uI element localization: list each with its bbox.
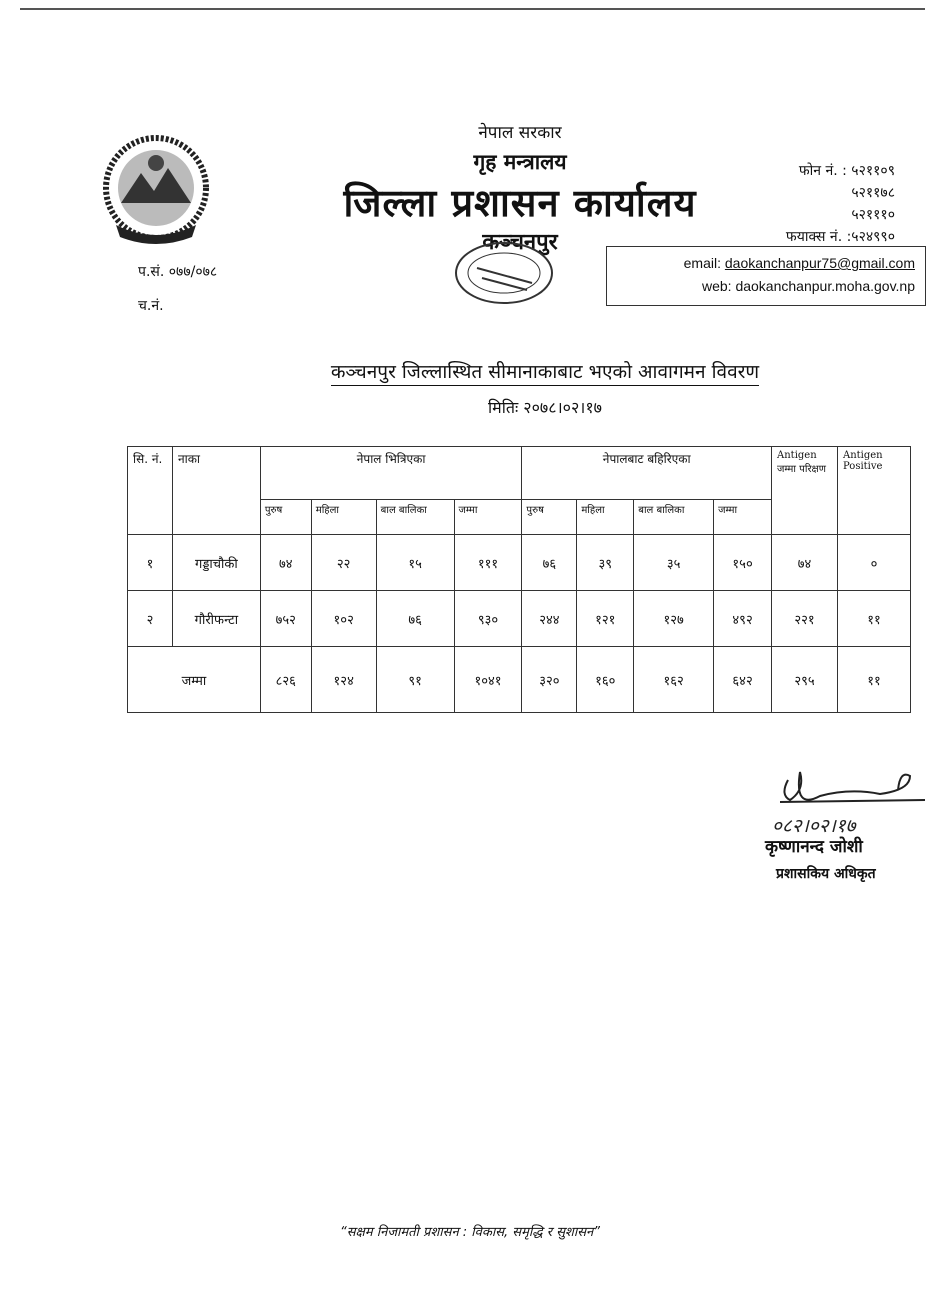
total-out-male: ३२० — [522, 647, 577, 713]
col-naka: नाका — [172, 447, 260, 535]
cell-in-child: १५ — [376, 535, 454, 591]
cell-out-female: ३९ — [577, 535, 634, 591]
sub-out-child: बाल बालिका — [634, 500, 714, 535]
web-label: web: — [701, 278, 732, 294]
dispatch-number: च.नं. — [138, 298, 164, 314]
sub-out-female: महिला — [577, 500, 634, 535]
total-antigen-positive: ११ — [837, 647, 910, 713]
col-sn: सि. नं. — [128, 447, 173, 535]
total-label: जम्मा — [128, 647, 261, 713]
total-out-total: ६४२ — [714, 647, 772, 713]
cell-out-male: ७६ — [522, 535, 577, 591]
cell-antigen-tested: २२१ — [772, 591, 838, 647]
government-heading: नेपाल सरकार — [478, 123, 562, 143]
col-entered: नेपाल भित्रिएका — [260, 447, 522, 500]
phone-2: ५२११७८ — [851, 185, 895, 201]
office-stamp-icon — [452, 238, 557, 308]
cell-in-total: ९३० — [454, 591, 522, 647]
cell-out-child: १२७ — [634, 591, 714, 647]
total-antigen-tested: २९५ — [772, 647, 838, 713]
document-title — [200, 358, 890, 384]
total-in-female: १२४ — [311, 647, 376, 713]
officer-title: प्रशासकिय अधिकृत — [776, 866, 876, 882]
sub-in-male: पुरुष — [260, 500, 311, 535]
cell-out-female: १२१ — [577, 591, 634, 647]
web-line — [702, 278, 915, 294]
col-exited: नेपालबाट बहिरिएका — [522, 447, 772, 500]
signature-date: ०८२।०२।१७ — [772, 815, 856, 837]
sub-in-total: जम्मा — [454, 500, 522, 535]
phone-3: ५२१११० — [851, 207, 895, 223]
sub-in-female: महिला — [311, 500, 376, 535]
row-naka: गौरीफन्टा — [172, 591, 260, 647]
total-in-child: ९१ — [376, 647, 454, 713]
total-out-child: १६२ — [634, 647, 714, 713]
cell-antigen-tested: ७४ — [772, 535, 838, 591]
cell-in-female: २२ — [311, 535, 376, 591]
district-heading: कञ्चनपुर — [482, 230, 558, 255]
cell-in-male: ७४ — [260, 535, 311, 591]
row-naka: गड्डाचौकी — [172, 535, 260, 591]
table-header-row — [128, 447, 911, 500]
col-antigen-positive: Antigen Positive — [837, 447, 910, 535]
table-total-row — [128, 647, 911, 713]
cell-in-child: ७६ — [376, 591, 454, 647]
cell-out-total: ४९२ — [714, 591, 772, 647]
table-row — [128, 591, 911, 647]
scan-top-line — [20, 8, 925, 10]
sub-in-child: बाल बालिका — [376, 500, 454, 535]
contact-numbers — [745, 160, 895, 248]
cell-out-child: ३५ — [634, 535, 714, 591]
movement-table — [127, 446, 911, 713]
table-row — [128, 535, 911, 591]
phone-line: फोन नं. : ५२११०९ — [798, 163, 895, 179]
nepal-emblem-icon — [96, 133, 216, 248]
ministry-heading: गृह मन्त्रालय — [473, 150, 567, 174]
signature-icon — [760, 760, 930, 840]
cell-in-total: १११ — [454, 535, 522, 591]
email-link[interactable]: daokanchanpur75@gmail.com — [724, 255, 915, 271]
reference-number: प.सं. ०७७/०७८ — [138, 264, 218, 280]
contact-box — [606, 246, 926, 306]
cell-antigen-positive: ११ — [837, 591, 910, 647]
total-in-total: १०४१ — [454, 647, 522, 713]
col-antigen-tested: Antigen जम्मा परिक्षण — [772, 447, 838, 535]
fax-line: फयाक्स नं. :५२४९९० — [785, 229, 895, 245]
sub-out-male: पुरुष — [522, 500, 577, 535]
document-title-text: कञ्चनपुर जिल्लास्थित सीमानाकाबाट भएको आवागमन विवरण — [331, 361, 759, 386]
cell-out-male: २४४ — [522, 591, 577, 647]
web-link[interactable]: daokanchanpur.moha.gov.np — [735, 278, 915, 294]
sub-out-total: जम्मा — [714, 500, 772, 535]
footer-motto: “सक्षम निजामती प्रशासन : विकास, समृद्धि र सुशासन” — [340, 1225, 600, 1240]
row-sn: २ — [128, 591, 173, 647]
cell-antigen-positive: ० — [837, 535, 910, 591]
officer-name: कृष्णानन्द जोशी — [765, 837, 863, 857]
email-line — [684, 255, 915, 271]
cell-in-male: ७५२ — [260, 591, 311, 647]
total-in-male: ८२६ — [260, 647, 311, 713]
row-sn: १ — [128, 535, 173, 591]
cell-in-female: १०२ — [311, 591, 376, 647]
total-out-female: १६० — [577, 647, 634, 713]
document-date: मितिः २०७८।०२।१७ — [488, 398, 602, 417]
office-heading: जिल्ला प्रशासन कार्यालय — [343, 180, 697, 225]
email-label: email: — [683, 255, 721, 271]
cell-out-total: १५० — [714, 535, 772, 591]
